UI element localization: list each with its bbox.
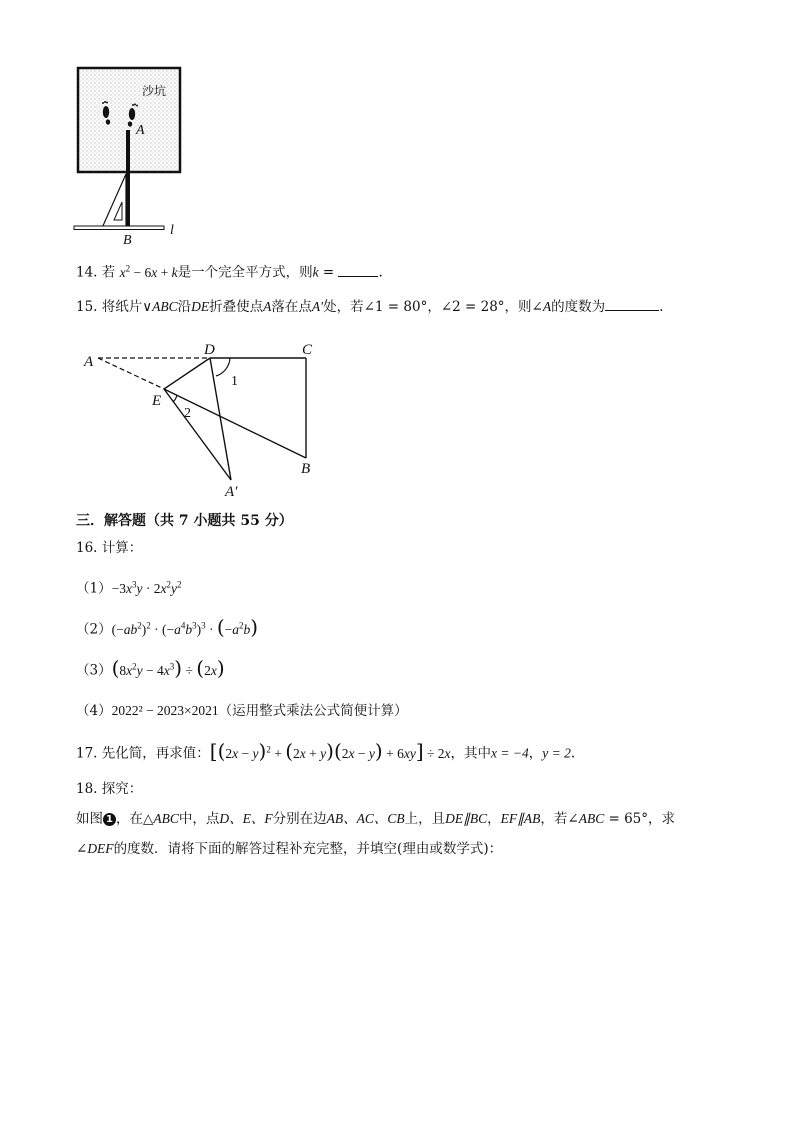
segment-e-a-prime xyxy=(164,389,231,480)
question-17 xyxy=(76,739,575,764)
dashed-a-e xyxy=(98,358,164,389)
question-14 xyxy=(76,258,383,283)
q16-p1-expr: $-3x^3y \cdot 2x^2y^2$ xyxy=(111,579,182,596)
q15-answer-blank[interactable] xyxy=(605,296,659,311)
q16-p1-label: （1） xyxy=(76,580,112,597)
folding-figure xyxy=(80,336,330,502)
set-square-hole xyxy=(114,202,122,220)
q18-abc-2: ABC xyxy=(578,811,605,826)
point-b: B xyxy=(301,461,311,477)
q18-title: 18. 探究： xyxy=(76,781,143,797)
point-b-label: B xyxy=(123,233,132,248)
q18-line-1 xyxy=(76,809,675,829)
sand-pit-label: 沙坑 xyxy=(142,84,167,98)
q14-answer-blank[interactable] xyxy=(338,262,378,277)
q15-text-e: 处，若∠1 = 80°，∠2 = 28°，则∠ xyxy=(323,299,543,315)
q15-point-a-2: A xyxy=(542,299,552,314)
q14-eq: = xyxy=(318,264,339,281)
q18-def: DEF xyxy=(87,841,114,856)
q16-title: 16. 计算： xyxy=(76,540,143,556)
q18-abc: ABC xyxy=(153,811,179,826)
q14-number: 14. xyxy=(76,264,98,281)
angle-2-label: 2 xyxy=(184,406,191,421)
q16-part-2 xyxy=(76,615,258,640)
angle-1-arc xyxy=(216,358,230,376)
q18-text-e: 上，且 xyxy=(404,811,446,827)
q17-sep: ， xyxy=(528,745,543,762)
q15-text-b: 沿 xyxy=(177,299,192,315)
point-a-label: A xyxy=(136,123,145,138)
q16-p2-expr: $(-ab^2)^2 \cdot (-a^4b^3)^3 \cdot (-a^2b)$ xyxy=(111,614,259,639)
q15-triangle-symbol: ∨ xyxy=(142,299,153,315)
segment-e-b xyxy=(164,389,306,458)
q16-p4-label: （4） xyxy=(76,703,112,719)
q18-text-g: = 65°，求 xyxy=(604,811,676,827)
q18-comma: ， xyxy=(487,811,501,827)
q17-prefix: 17. 先化简，再求值： xyxy=(76,745,210,762)
q15-text-f: 的度数为 xyxy=(551,299,606,315)
segment-d-e xyxy=(164,358,210,389)
q16-p2-label: （2） xyxy=(76,621,112,638)
q16-p4-expr: 2022² − 2023×2021 xyxy=(111,703,219,718)
q15-text-d: 落在点 xyxy=(271,299,312,315)
point-a: A xyxy=(84,354,94,370)
q16-p4-note: （运用整式乘法公式简便计算） xyxy=(218,703,408,719)
q17-y-value: y = 2 xyxy=(542,745,571,761)
q18-sides: AB、AC、CB xyxy=(326,811,405,826)
angle-1-label: 1 xyxy=(231,374,238,389)
q17-end: . xyxy=(570,745,576,762)
question-15 xyxy=(76,296,663,317)
q17-mid: ，其中 xyxy=(450,745,492,762)
q15-text-c: 折叠使点 xyxy=(209,299,264,315)
q16-part-4 xyxy=(76,701,408,721)
q18-parallel-2: EF∥AB xyxy=(500,811,541,826)
q16-p3-expr: $(8x^2y - 4x^3) \div (2x)$ xyxy=(111,655,225,680)
q18-points: D、E、F xyxy=(219,811,273,826)
q14-expression: $x^2 - 6x + k$ xyxy=(119,263,178,280)
q14-prefix: 若 xyxy=(101,264,116,281)
line-l-label: l xyxy=(170,223,174,238)
q17-expr: $[(2x - y)^2 + (2x + y)(2x - y) + 6xy] \div 2x$ xyxy=(209,738,451,763)
angle-2-arc xyxy=(173,395,177,402)
q14-text: 是一个完全平方式，则 xyxy=(177,264,313,281)
q16-part-3 xyxy=(76,656,225,681)
q16-p3-label: （3） xyxy=(76,662,112,679)
q15-point-a: A xyxy=(263,299,272,314)
point-e: E xyxy=(152,393,162,409)
line-l xyxy=(74,226,164,230)
q18-text-f: ，若∠ xyxy=(540,811,579,827)
figure-1-circled-number: 1 xyxy=(103,813,116,826)
section-3-heading: 三．解答题（共 7 小题共 55 分） xyxy=(76,513,293,529)
q15-de: DE xyxy=(191,299,210,314)
q16-part-1 xyxy=(76,574,181,599)
q18-angle-symbol: ∠ xyxy=(76,841,88,857)
segment-d-a-prime xyxy=(210,358,231,480)
q18-text-c: 中，点 xyxy=(178,811,220,827)
q18-text-d: 分别在边 xyxy=(272,811,327,827)
point-c: C xyxy=(302,342,313,358)
q15-text-a: 15. 将纸片 xyxy=(76,299,143,315)
q14-k: k xyxy=(312,264,319,280)
q18-parallel-1: DE∥BC xyxy=(445,811,488,826)
q14-end: . xyxy=(378,264,383,281)
q18-text-a: 如图 xyxy=(76,811,103,827)
point-a-prime: A′ xyxy=(225,484,238,500)
q17-x-value: x = −4 xyxy=(491,745,529,761)
q15-end: . xyxy=(659,299,664,315)
q18-text-line2: 的度数．请将下面的解答过程补充完整，并填空(理由或数学式)： xyxy=(113,841,503,857)
q15-point-a-prime: A′ xyxy=(311,299,324,314)
point-d: D xyxy=(204,342,215,358)
q18-line-2 xyxy=(76,839,502,859)
long-jump-figure xyxy=(70,62,190,248)
q18-text-b: ，在△ xyxy=(116,811,154,827)
q15-triangle: ABC xyxy=(152,299,178,314)
